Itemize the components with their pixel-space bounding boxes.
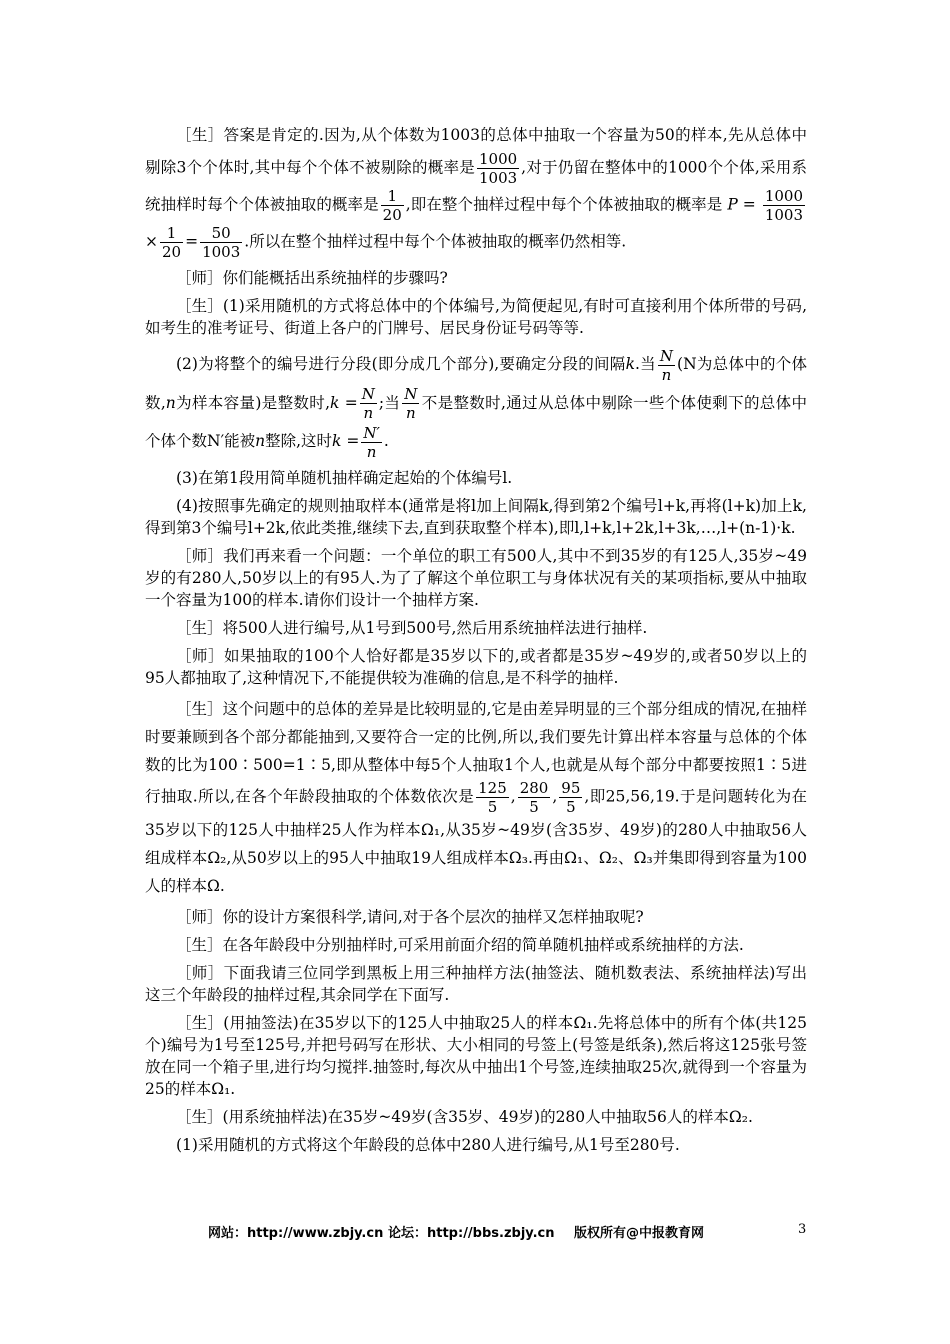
paragraph-9: ［师］如果抽取的100个人恰好都是35岁以下的,或者都是35岁~49岁的,或者50岁以上的95人都抽取了,这种情况下,不能提供较为准确的信息,是不科学的抽样. [145,646,807,687]
fraction-125-over-5: $\frac{125}{5}$ [478,778,507,816]
footer-forum-link[interactable]: 论坛：http://bbs.zbjy.cn [388,1226,555,1241]
fraction-1-over-20: $\frac{1}{20}$ [382,187,402,224]
fraction-1000-over-1003: $\frac{1000}{1003}$ [764,187,803,224]
paragraph-10: ［生］这个问题中的总体的差异是比较明显的,它是由差异明显的三个部分组成的情况,在抽样时要兼顾到各个部分都能抽到,又要符合一定的比例,所以,我们要先计算出样本容量与总体的个体数的比为100∶500=1∶5,即从整体中每5个人抽取1个人,也就是从每个部分中都要按照1∶5进行抽取.所以,在各个年龄段抽取的个体数依次是 $\frac{125}{5}$ , $\frac{280}{5}$ , $\frac{95}{5}$ ,即25,56,19.于是问题转化为在35岁以下的125人中抽样25人作为样本Ω₁,从35岁~49岁(含35岁、49岁)的280人中抽取56人组成样本Ω₂,从50岁以上的95人中抽取19人组成样本Ω₃.再由Ω₁、Ω₂、Ω₃并集即得到容量为100人的样本Ω. [145,699,807,895]
math-p: P [727,195,738,214]
fraction-N-over-n: $\frac{N}{n}$ [404,385,418,422]
text: ,对于仍留在整体中的1000个个体,采用系统抽样时每个个体被抽取的概率是 [145,158,807,214]
text: ［生］答案是肯定的.因为,从个体数为1003的总体中抽取一个容量为50的样本,先从总体中剔除3个个体时,其中每个个体不被剔除的概率是 [145,126,807,177]
paragraph-7: ［师］我们再来看一个问题：一个单位的职工有500人,其中不到35岁的有125人,35岁~49岁的有280人,50岁以上的有95人.为了了解这个单位职工与身体状况有关的某项指标,要从中抽取一个容量为100的样本.请你们设计一个抽样方案. [145,546,807,609]
paragraph-11: ［师］你的设计方案很科学,请问,对于各个层次的抽样又怎样抽取呢? [176,907,644,926]
fraction-N-over-n: $\frac{N}{n}$ [361,385,375,422]
paragraph-12: ［生］在各年龄段中分别抽样时,可采用前面介绍的简单随机抽样或系统抽样的方法. [176,935,744,954]
fraction-50-over-1003: $\frac{50}{1003}$ [202,224,241,261]
fraction-1000-over-1003: $\frac{1000}{1003}$ [478,150,518,187]
paragraph-1: ［生］答案是肯定的.因为,从个体数为1003的总体中抽取一个容量为50的样本,先从总体中剔除3个个体时,其中每个个体不被剔除的概率是 $\frac{1000}{1003}$ ,对于仍留在整体中的1000个个体,采用系统抽样时每个个体被抽取的概率是 $\frac{1}{20}$ ,即在整个抽样过程中每个个体被抽取的概率是 P = $\frac{1000}{1003}$ × $\frac{1}{20}$ = $\frac{50}{1003}$ .所以在整个抽样过程中每个个体被抽取的概率仍然相等. [145,126,807,261]
footer-copyright: 版权所有@中报教育网 [574,1226,705,1241]
paragraph-6: (4)按照事先确定的规则抽取样本(通常是将l加上间隔k,得到第2个编号l+k,再将(l+k)加上k,得到第3个编号l+2k,依此类推,继续下去,直到获取整个样本),即l,l+k,l+2k,l+3k,…,l+(n-1)·k. [145,496,807,537]
page-number: 3 [798,1222,807,1237]
text: ,即在整个抽样过程中每个个体被抽取的概率是 [405,195,723,214]
paragraph-5: (3)在第1段用简单随机抽样确定起始的个体编号l. [176,468,513,487]
paragraph-3: ［生］(1)采用随机的方式将总体中的个体编号,为简便起见,有时可直接利用个体所带的号码,如考生的准考证号、街道上各户的门牌号、居民身份证号码等等. [145,297,807,337]
fraction-N-over-n: $\frac{N}{n}$ [659,346,674,384]
paragraph-13: ［师］下面我请三位同学到黑板上用三种抽样方法(抽签法、随机数表法、系统抽样法)写出这三个年龄段的抽样过程,其余同学在下面写. [145,963,807,1004]
fraction-Nprime-over-n: $\frac{N'}{n}$ [363,423,380,461]
footer-site-link[interactable]: 网站：http://www.zbjy.cn [208,1226,384,1241]
text: .所以在整个抽样过程中每个个体被抽取的概率仍然相等. [244,232,627,251]
paragraph-8: ［生］将500人进行编号,从1号到500号,然后用系统抽样法进行抽样. [176,618,648,637]
paragraph-14: ［生］(用抽签法)在35岁以下的125人中抽取25人的样本Ω₁.先将总体中的所有个体(共125个)编号为1号至125号,并把号码写在形状、大小相同的号签上(号签是纸条),然后将这125张号签放在同一个箱子里,进行均匀搅拌.抽签时,每次从中抽出1个号签,连续抽取25次,就得到一个容量为25的样本Ω₁. [145,1013,807,1098]
paragraph-16: (1)采用随机的方式将这个年龄段的总体中280人进行编号,从1号至280号. [176,1135,680,1154]
fraction-1-over-20: $\frac{1}{20}$ [162,224,182,261]
document-body [145,120,807,1162]
fraction-280-over-5: $\frac{280}{5}$ [519,778,549,816]
paragraph-15: ［生］(用系统抽样法)在35岁~49岁(含35岁、49岁)的280人中抽取56人的样本Ω₂. [176,1107,753,1126]
fraction-95-over-5: $\frac{95}{5}$ [561,778,581,816]
paragraph-2: ［师］你们能概括出系统抽样的步骤吗? [176,269,448,287]
paragraph-4: (2)为将整个的编号进行分段(即分成几个部分),要确定分段的间隔k.当 $\frac{N}{n}$ (N为总体中的个体数,n为样本容量)是整数时,k = $\frac{N}{n}$ ;当 $\frac{N}{n}$ 不是整数时,通过从总体中剔除一些个体使剩下的总体中个体个数N′能被n整除,这时k = $\frac{N'}{n}$ . [145,346,807,461]
